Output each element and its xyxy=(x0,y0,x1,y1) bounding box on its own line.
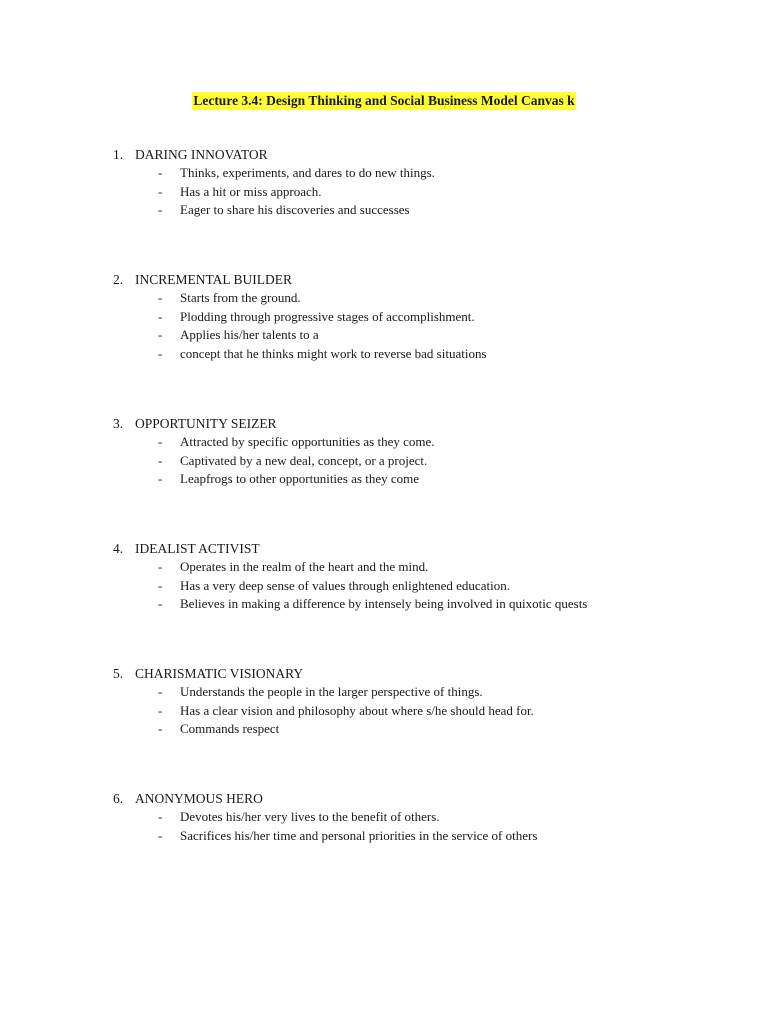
list-item-text: Has a clear vision and philosophy about where s/he should head for. xyxy=(180,702,534,718)
list-item xyxy=(113,577,713,596)
section-number: 4. xyxy=(113,541,124,556)
list-item-text: Eager to share his discoveries and successes xyxy=(180,202,410,218)
section-number: 2. xyxy=(113,272,124,287)
section-heading xyxy=(113,414,713,433)
list-item-text: Believes in making a difference by intensely being involved in quixotic quests xyxy=(180,596,588,612)
list-item-text: Captivated by a new deal, concept, or a project. xyxy=(180,452,428,468)
list-item xyxy=(113,326,713,345)
list-item xyxy=(113,345,713,364)
list-item-text: Leapfrogs to other opportunities as they come xyxy=(180,471,419,487)
list-item xyxy=(113,720,713,739)
bullet-dash: - xyxy=(158,684,163,699)
bullet-dash: - xyxy=(158,327,163,343)
section-heading xyxy=(113,789,713,808)
list-item-text: Sacrifices his/her time and personal priorities in the service of others xyxy=(180,827,538,843)
list-item-text: Operates in the realm of the heart and the mind. xyxy=(180,559,429,574)
bullet-dash: - xyxy=(158,434,163,449)
section-idealist-activist xyxy=(113,539,713,614)
list-item xyxy=(113,201,713,220)
section-incremental-builder xyxy=(113,270,713,364)
section-title: OPPORTUNITY SEIZER xyxy=(135,416,277,431)
list-item xyxy=(113,289,713,308)
section-title: CHARISMATIC VISIONARY xyxy=(135,666,304,681)
list-item-text: Devotes his/her very lives to the benefit of others. xyxy=(180,809,440,824)
list-item xyxy=(113,308,713,327)
list-item xyxy=(113,164,713,183)
list-item-text: Understands the people in the larger perspective of things. xyxy=(180,684,483,699)
document-title: Lecture 3.4: Design Thinking and Social Business Model Canvas k xyxy=(193,93,575,108)
section-heading xyxy=(113,270,713,289)
list-item-text: concept that he thinks might work to reverse bad situations xyxy=(180,346,487,362)
bullet-dash: - xyxy=(158,702,163,718)
bullet-dash: - xyxy=(158,471,163,487)
bullet-dash: - xyxy=(158,290,163,305)
section-title: INCREMENTAL BUILDER xyxy=(135,272,293,287)
list-item xyxy=(113,452,713,471)
bullet-dash: - xyxy=(158,559,163,574)
section-anonymous-hero xyxy=(113,789,713,845)
bullet-dash: - xyxy=(158,721,163,737)
section-heading xyxy=(113,145,713,164)
bullet-dash: - xyxy=(158,452,163,468)
section-number: 6. xyxy=(113,791,124,806)
section-heading xyxy=(113,664,713,683)
bullet-dash: - xyxy=(158,165,163,180)
list-item xyxy=(113,470,713,489)
list-item-text: Plodding through progressive stages of accomplishment. xyxy=(180,308,475,324)
bullet-dash: - xyxy=(158,183,163,199)
list-item-text: Has a very deep sense of values through enlightened education. xyxy=(180,577,510,593)
bullet-dash: - xyxy=(158,827,163,843)
list-item xyxy=(113,433,713,452)
list-item-text: Attracted by specific opportunities as they come. xyxy=(180,434,435,449)
section-daring-innovator xyxy=(113,145,713,220)
list-item-text: Thinks, experiments, and dares to do new things. xyxy=(180,165,435,180)
section-number: 1. xyxy=(113,147,124,162)
section-title: ANONYMOUS HERO xyxy=(135,791,263,806)
list-item xyxy=(113,702,713,721)
list-item-text: Starts from the ground. xyxy=(180,290,301,305)
section-title: DARING INNOVATOR xyxy=(135,147,268,162)
section-charismatic-visionary xyxy=(113,664,713,739)
section-number: 3. xyxy=(113,416,124,431)
bullet-dash: - xyxy=(158,202,163,218)
section-number: 5. xyxy=(113,666,124,681)
title-container xyxy=(0,92,768,110)
bullet-dash: - xyxy=(158,577,163,593)
list-item xyxy=(113,827,713,846)
section-heading xyxy=(113,539,713,558)
list-item xyxy=(113,808,713,827)
section-title: IDEALIST ACTIVIST xyxy=(135,541,260,556)
bullet-dash: - xyxy=(158,308,163,324)
bullet-dash: - xyxy=(158,596,163,612)
bullet-dash: - xyxy=(158,346,163,362)
list-item xyxy=(113,558,713,577)
list-item-text: Has a hit or miss approach. xyxy=(180,183,322,199)
list-item xyxy=(113,183,713,202)
list-item xyxy=(113,683,713,702)
section-opportunity-seizer xyxy=(113,414,713,489)
list-item-text: Applies his/her talents to a xyxy=(180,327,319,343)
list-item-text: Commands respect xyxy=(180,721,280,737)
list-item xyxy=(113,595,713,614)
bullet-dash: - xyxy=(158,809,163,824)
